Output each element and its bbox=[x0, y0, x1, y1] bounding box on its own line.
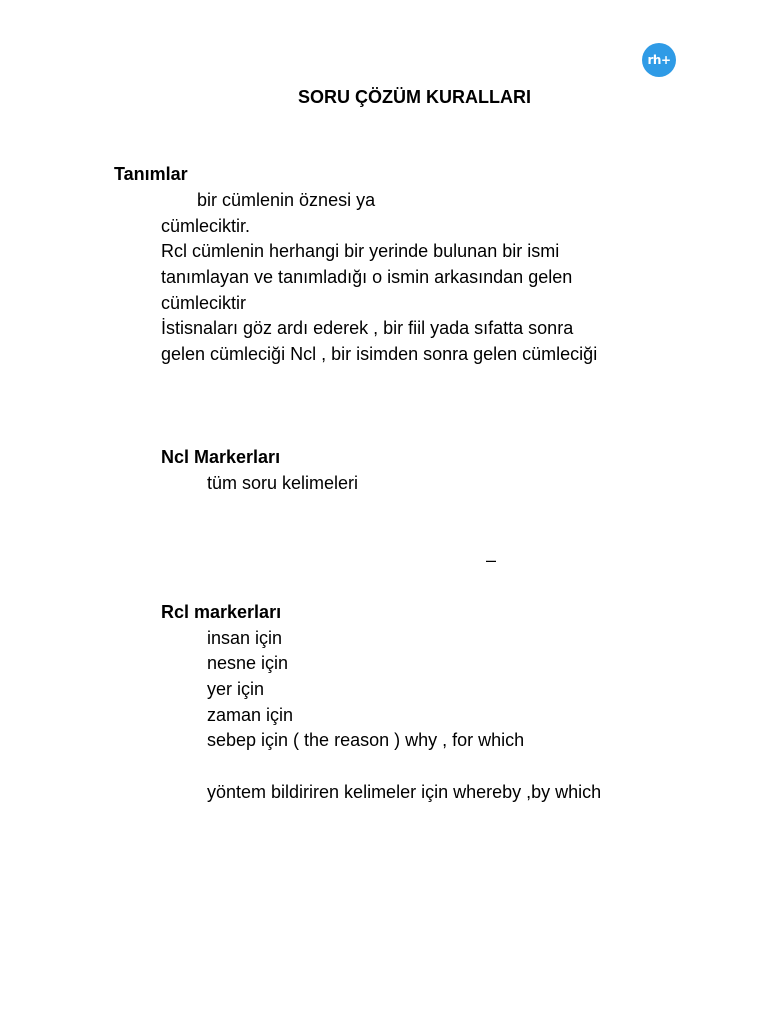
definitions-heading: Tanımlar bbox=[114, 164, 188, 184]
definition-line: cümleciktir bbox=[161, 293, 247, 313]
page-title: SORU ÇÖZÜM KURALLARI bbox=[298, 87, 531, 107]
ncl-marker-item: tüm soru kelimeleri bbox=[207, 473, 359, 493]
definition-line: tanımlayan ve tanımladığı o ismin arkasından gelen bbox=[161, 267, 573, 287]
definition-line: bir cümlenin öznesi ya bbox=[197, 190, 376, 210]
rcl-markers-heading: Rcl markerları bbox=[161, 602, 282, 622]
definition-line: gelen cümleciği Ncl , bir isimden sonra gelen cümleciği bbox=[161, 344, 598, 364]
rcl-marker-item: yöntem bildiriren kelimeler için whereby ,by which bbox=[207, 782, 602, 802]
rcl-marker-item: sebep için ( the reason ) why , for which bbox=[207, 730, 525, 750]
ncl-markers-heading: Ncl Markerları bbox=[161, 447, 281, 467]
rcl-marker-item: zaman için bbox=[207, 705, 294, 725]
rcl-marker-item: insan için bbox=[207, 628, 283, 648]
definition-line: Rcl cümlenin herhangi bir yerinde bulunan bir ismi bbox=[161, 241, 560, 261]
separator-dash: – bbox=[486, 550, 497, 570]
rcl-marker-item: nesne için bbox=[207, 653, 289, 673]
definition-line: İstisnaları göz ardı ederek , bir fiil yada sıfatta sonra bbox=[161, 318, 574, 338]
rcl-marker-item: yer için bbox=[207, 679, 265, 699]
brand-logo: rh+ bbox=[642, 43, 676, 77]
definition-line: cümleciktir. bbox=[161, 216, 251, 236]
